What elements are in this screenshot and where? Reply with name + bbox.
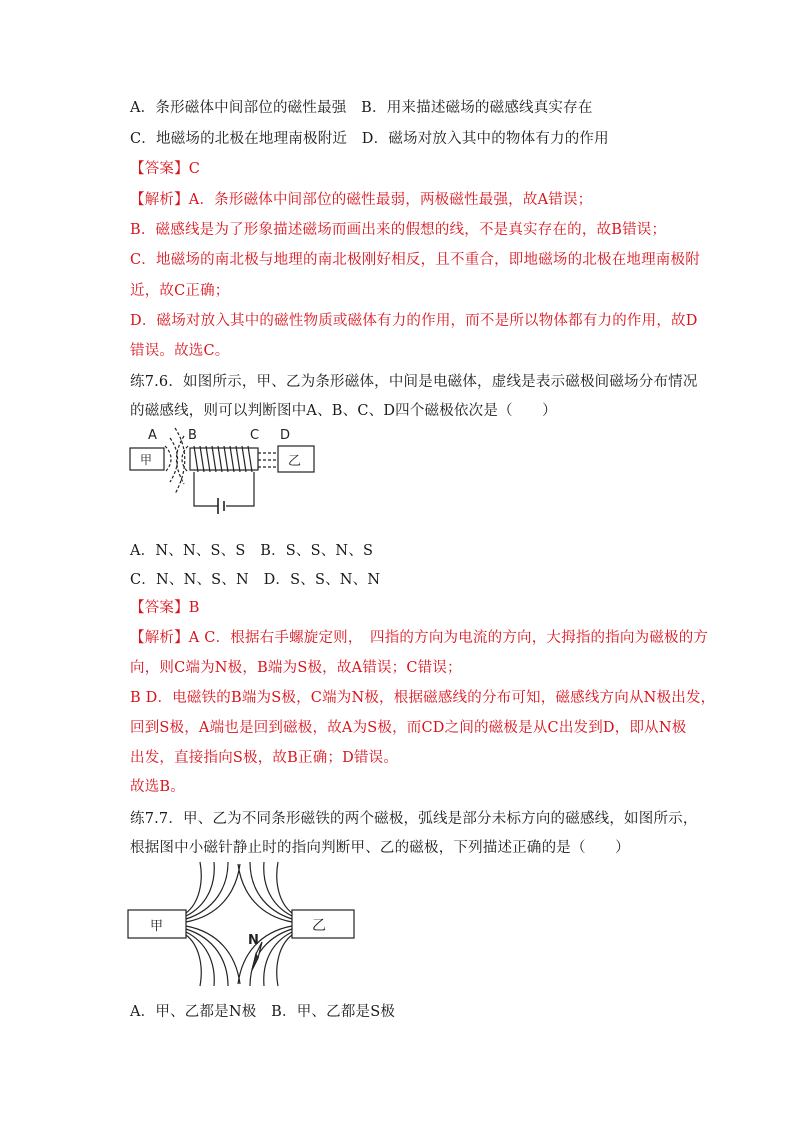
label-b: B xyxy=(188,428,197,443)
label-a: A xyxy=(148,428,157,443)
answer: 【答案】B xyxy=(130,600,200,616)
field-lines-right xyxy=(238,862,292,986)
answer: 【答案】C xyxy=(130,161,201,177)
analysis-line: D．磁场对放入其中的磁性物质或磁体有力的作用，而不是所以物体都有力的作用，故D xyxy=(130,313,698,329)
question-stem: 的磁感线，则可以判断图中A、B、C、D四个磁极依次是（ ） xyxy=(130,403,557,419)
battery-symbol xyxy=(218,498,224,514)
needle-n-label: N xyxy=(248,933,259,948)
question-stem: 练7.6．如图所示，甲、乙为条形磁体，中间是电磁体，虚线是表示磁极间磁场分布情况 xyxy=(130,374,698,390)
analysis-line: 向，则C端为N极，B端为S极，故A错误；C错误； xyxy=(130,660,462,676)
right-magnet-label: 乙 xyxy=(288,454,302,469)
label-c: C xyxy=(250,428,260,443)
question-stem: 练7.7．甲、乙为不同条形磁铁的两个磁极，弧线是部分未标方向的磁感线，如图所示， xyxy=(130,811,698,827)
right-magnet-label: 乙 xyxy=(312,918,326,934)
analysis-line: 回到S极，A端也是回到磁极，故A为S极，而CD之间的磁极是从C出发到D，即从N极 xyxy=(130,720,687,736)
circuit-wire xyxy=(194,472,254,506)
electromagnet-figure xyxy=(128,424,328,520)
field-line xyxy=(258,453,278,467)
option-ab: A．N、N、S、S B．S、S、N、S xyxy=(130,543,374,559)
option-cd: C．地磁场的北极在地理南极附近 D．磁场对放入其中的物体有力的作用 xyxy=(130,131,609,147)
field-lines-left xyxy=(186,862,240,986)
analysis-line: B D．电磁铁的B端为S极，C端为N极，根据磁感线的分布可知，磁感线方向从N极出发， xyxy=(130,690,716,706)
analysis-line: 故选B。 xyxy=(130,779,185,795)
option-ab: A．甲、乙都是N极 B．甲、乙都是S极 xyxy=(130,1004,396,1020)
analysis-line: 【解析】A．条形磁体中间部位的磁性最弱，两极磁性最强，故A错误； xyxy=(130,192,593,208)
analysis-line: B．磁感线是为了形象描述磁场而画出来的假想的线，不是真实存在的，故B错误； xyxy=(130,222,667,238)
analysis-line: 错误。故选C。 xyxy=(130,343,230,359)
analysis-line: 近，故C正确； xyxy=(130,283,230,299)
analysis-line: 【解析】A C．根据右手螺旋定则， 四指的方向为电流的方向，大拇指的指向为磁极的方 xyxy=(130,630,709,646)
question-stem: 根据图中小磁针静止时的指向判断甲、乙的磁极，下列描述正确的是（ ） xyxy=(130,840,630,856)
analysis-line: 出发，直接指向S极，故B正确；D错误。 xyxy=(130,750,399,766)
label-d: D xyxy=(280,428,291,443)
left-magnet-label: 甲 xyxy=(140,453,153,467)
field-line xyxy=(165,446,171,472)
two-poles-figure xyxy=(126,858,358,990)
analysis-line: C．地磁场的南北极与地理的南北极刚好相反，且不重合，即地磁场的北极在地理南极附 xyxy=(130,252,700,268)
coil-windings xyxy=(194,446,252,472)
option-cd: C．N、N、S、N D．S、S、N、N xyxy=(130,572,381,588)
option-ab: A．条形磁体中间部位的磁性最强 B．用来描述磁场的磁感线真实存在 xyxy=(130,100,593,116)
iron-core xyxy=(190,448,258,470)
left-magnet-label: 甲 xyxy=(150,919,164,934)
